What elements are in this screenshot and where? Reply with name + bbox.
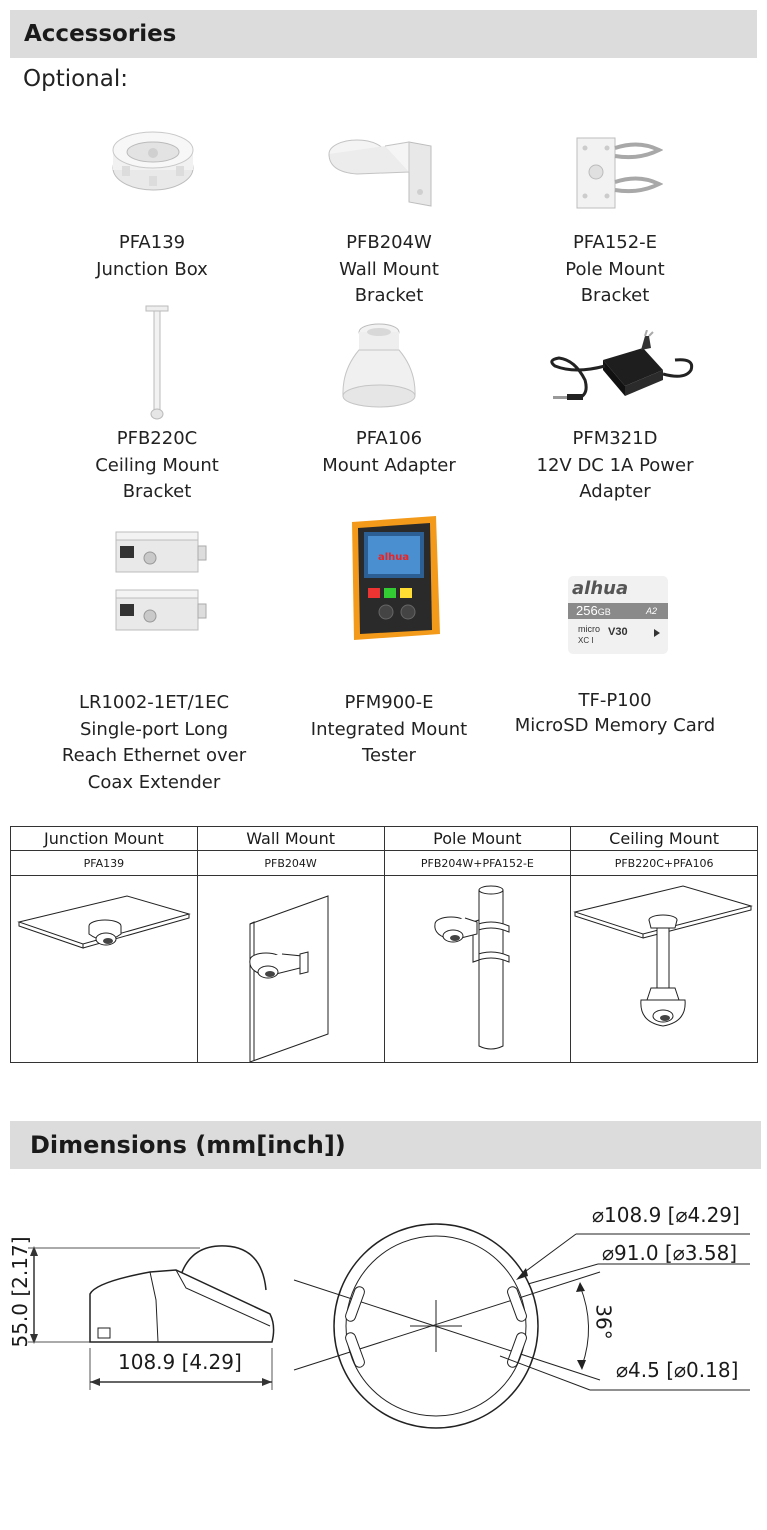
sd-card-brand: alhua [572, 578, 629, 599]
accessory-pfb220c-label: PFB220C Ceiling Mount Bracket [95, 428, 219, 502]
accessory-pfa139-label: PFA139 Junction Box [96, 232, 208, 280]
accessories-title: Accessories [24, 21, 177, 47]
hole-diameter-dimension: ⌀4.5 [⌀0.18] [616, 1358, 739, 1382]
accessory-pfb204w-label: PFB204W Wall Mount Bracket [339, 232, 439, 306]
side-view-drawing [0, 1230, 290, 1400]
accessory-pfm900e-label: PFM900-E Integrated Mount Tester [310, 692, 468, 766]
sd-card-capacity: 256GB [576, 603, 611, 618]
wall-mount-illustration [197, 876, 384, 1063]
outer-diameter-dimension: ⌀108.9 [⌀4.29] [592, 1203, 740, 1227]
optional-label: Optional: [23, 66, 128, 92]
microsd-card-image [568, 576, 668, 654]
sd-card-line: micro [578, 624, 600, 634]
accessory-pfm321d-label: PFM321D 12V DC 1A Power Adapter [536, 428, 694, 502]
mount-options-table [10, 826, 758, 1063]
sd-card-format: XC I [578, 636, 594, 645]
mount-header-wall: Wall Mount [197, 827, 384, 851]
mount-adapter-image [340, 320, 418, 410]
mount-header-junction: Junction Mount [11, 827, 198, 851]
dimensions-title: Dimensions (mm[inch]) [30, 1131, 346, 1159]
svg-text:alhua: alhua [378, 552, 410, 563]
ceiling-mount-illustration [571, 876, 758, 1063]
mount-model-pole: PFB204W+PFA152-E [384, 851, 571, 876]
accessory-pfa106-label: PFA106 Mount Adapter [322, 428, 456, 476]
hole-circle-dimension: ⌀91.0 [⌀3.58] [602, 1241, 738, 1265]
wall-mount-image [327, 132, 435, 210]
ethernet-extender-image [110, 528, 210, 644]
mount-model-ceiling: PFB220C+PFA106 [571, 851, 758, 876]
sd-card-class: A2 [646, 606, 658, 616]
power-adapter-image [545, 330, 695, 410]
mount-model-wall: PFB204W [197, 851, 384, 876]
accessory-tfp100-label: TF-P100 MicroSD Memory Card [514, 690, 716, 736]
pole-mount-image [575, 136, 663, 210]
mount-header-pole: Pole Mount [384, 827, 571, 851]
accessories-header [10, 10, 757, 58]
mount-header-ceiling: Ceiling Mount [571, 827, 758, 851]
sd-card-speed: V30 [608, 626, 628, 638]
pole-mount-illustration [384, 876, 571, 1063]
mount-tester-image [346, 514, 442, 642]
width-dimension: 108.9 [4.29] [118, 1350, 242, 1374]
junction-box-image [110, 128, 196, 194]
mount-model-junction: PFA139 [11, 851, 198, 876]
sd-card-play-icon [654, 629, 660, 637]
accessory-pfa152e-label: PFA152-E Pole Mount Bracket [565, 232, 665, 306]
accessory-lr1002-label: LR1002-1ET/1EC Single-port Long Reach Ethernet over Coax Extender [61, 692, 247, 793]
height-dimension: 55.0 [2.17] [8, 1236, 32, 1348]
junction-mount-illustration [11, 876, 198, 1063]
ceiling-mount-image [144, 304, 170, 422]
angle-dimension: 36° [591, 1304, 616, 1340]
dimensions-header [10, 1121, 761, 1169]
